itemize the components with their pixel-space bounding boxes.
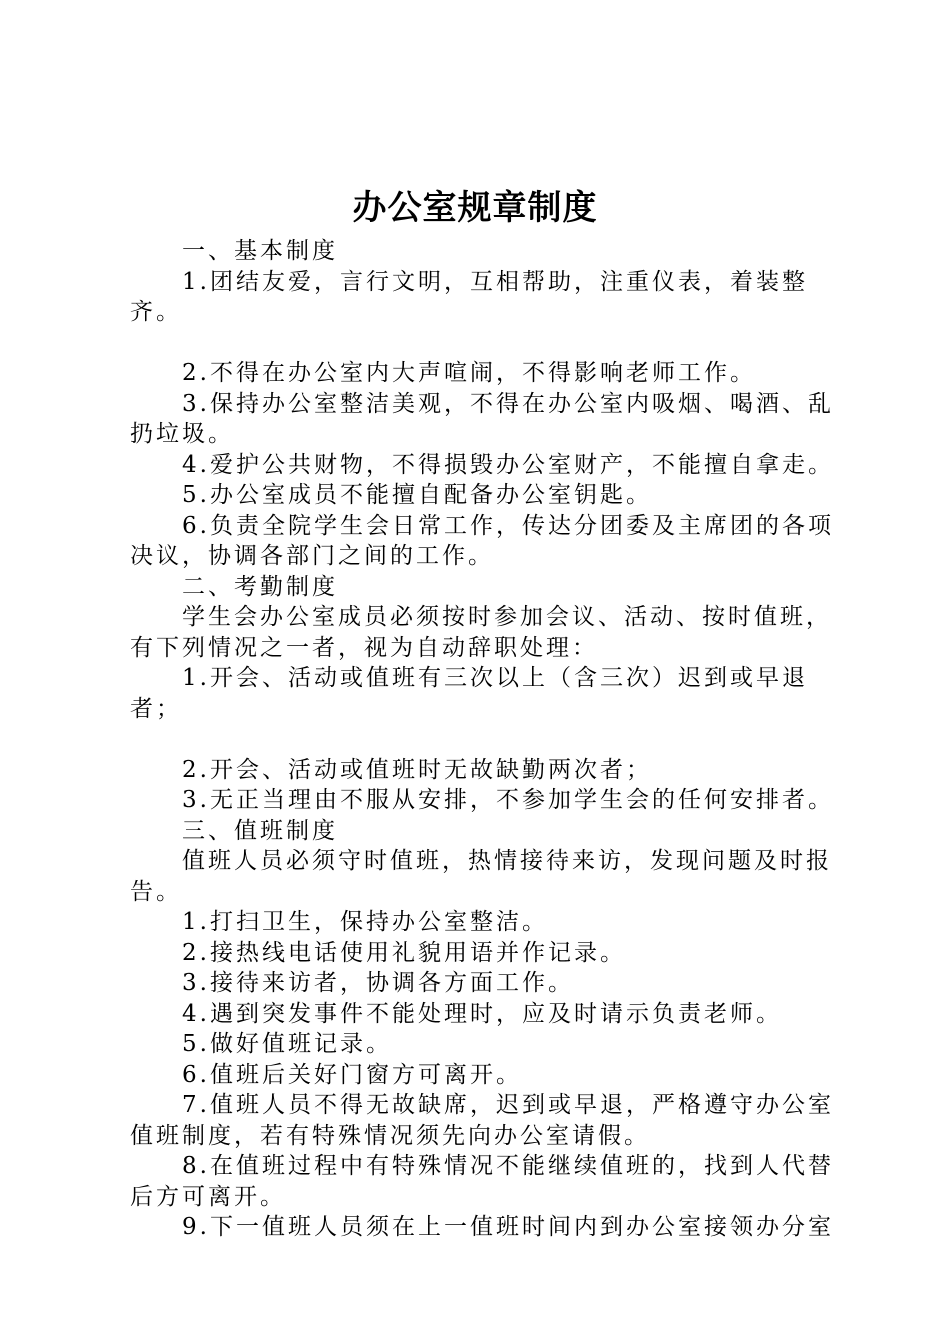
section-heading: 三、值班制度 (182, 817, 338, 844)
blank-line (130, 724, 835, 755)
list-item: 5.办公室成员不能擅自配备办公室钥匙。 (182, 482, 652, 508)
section-intro: 学生会办公室成员必须按时参加会议、活动、按时值班，有下列情况之一者，视为自动辞职处理： (130, 604, 832, 661)
list-item: 2.不得在办公室内大声喧闹，不得影响老师工作。 (182, 360, 756, 386)
blank-line (130, 328, 835, 359)
list-item: 5.做好值班记录。 (182, 1031, 392, 1057)
list-item: 1.团结友爱，言行文明，互相帮助，注重仪表，着装整齐。 (130, 268, 808, 325)
list-item: 3.无正当理由不服从安排，不参加学生会的任何安排者。 (182, 787, 834, 813)
section-heading: 一、基本制度 (182, 238, 338, 264)
list-item: 1.开会、活动或值班有三次以上（含三次）迟到或早退者； (130, 665, 808, 722)
list-item: 1.打扫卫生，保持办公室整洁。 (182, 909, 548, 935)
list-item: 2.开会、活动或值班时无故缺勤两次者； (182, 756, 652, 783)
list-item: 2.接热线电话使用礼貌用语并作记录。 (182, 939, 626, 966)
list-item: 9.下一值班人员须在上一值班时间内到办公室接领办分室 (182, 1214, 834, 1240)
list-item: 3.接待来访者，协调各方面工作。 (182, 970, 574, 996)
list-item: 4.遇到突发事件不能处理时，应及时请示负责老师。 (182, 1000, 782, 1027)
list-item: 6.值班后关好门窗方可离开。 (182, 1061, 522, 1088)
document-title: 办公室规章制度 (352, 188, 598, 228)
list-item: 6.负责全院学生会日常工作，传达分团委及主席团的各项决议，协调各部门之间的工作。 (130, 512, 834, 569)
list-item: 3.保持办公室整洁美观，不得在办公室内吸烟、喝酒、乱扔垃圾。 (130, 390, 834, 447)
section-heading: 二、考勤制度 (182, 573, 338, 600)
section-intro: 值班人员必须守时值班，热情接待来访，发现问题及时报告。 (130, 848, 832, 905)
document-body (130, 236, 835, 1243)
list-item: 8.在值班过程中有特殊情况不能继续值班的，找到人代替后方可离开。 (130, 1153, 834, 1210)
list-item: 7.值班人员不得无故缺席，迟到或早退，严格遵守办公室值班制度，若有特殊情况须先向办公室请假。 (130, 1092, 834, 1149)
list-item: 4.爱护公共财物，不得损毁办公室财产，不能擅自拿走。 (182, 451, 834, 478)
